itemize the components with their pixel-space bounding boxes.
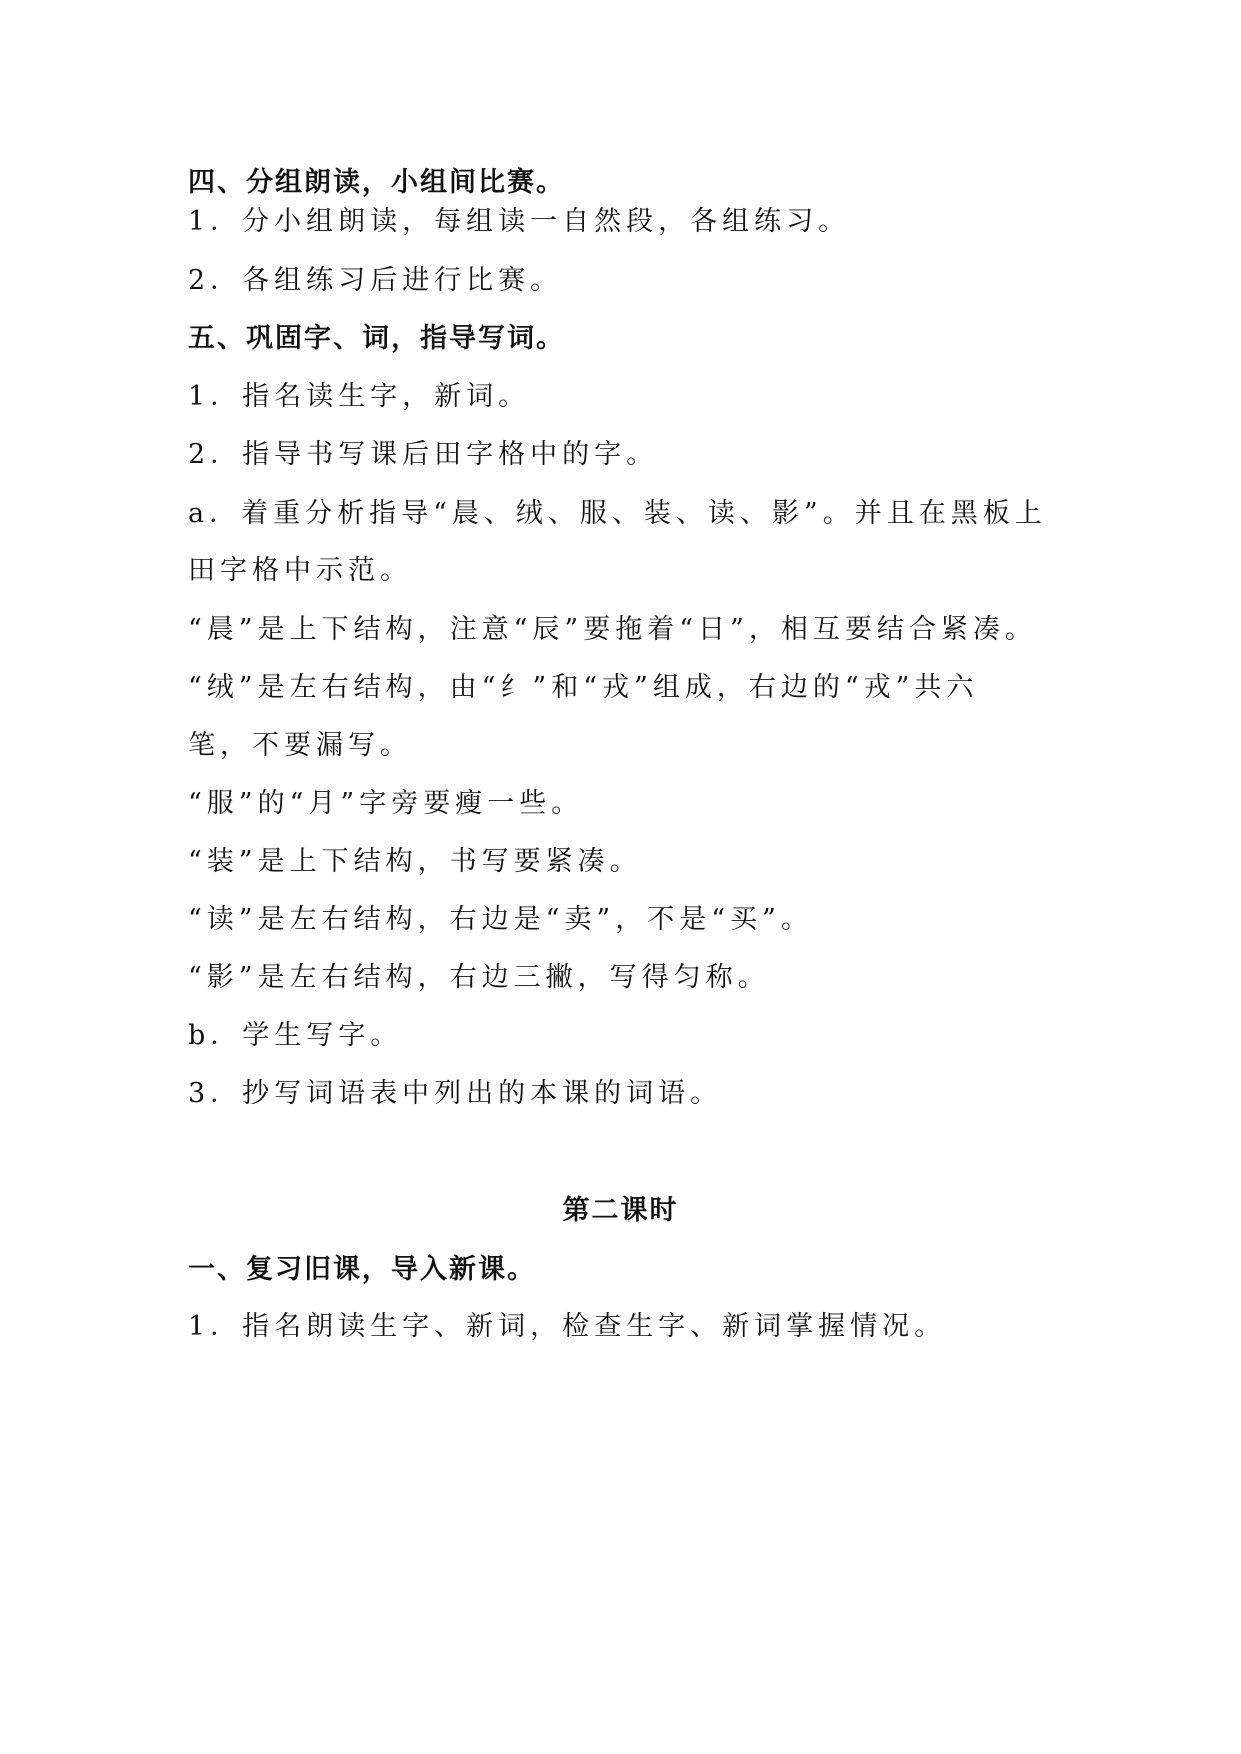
paragraph: 3．抄写词语表中列出的本课的词语。 bbox=[188, 1078, 723, 1109]
section-heading-4: 四、分组朗读，小组间比赛。 bbox=[188, 167, 565, 198]
paragraph: 1．指名朗读生字、新词，检查生字、新词掌握情况。 bbox=[188, 1311, 947, 1342]
paragraph: 1．指名读生字，新词。 bbox=[188, 381, 531, 412]
section-heading-5: 五、巩固字、词，指导写词。 bbox=[188, 323, 565, 354]
paragraph: “晨”是上下结构，注意“辰”要拖着“日”，相互要结合紧凑。 bbox=[188, 614, 1037, 645]
paragraph: 笔，不要漏写。 bbox=[188, 730, 412, 761]
paragraph: “影”是左右结构，右边三撇，写得匀称。 bbox=[188, 962, 770, 993]
paragraph: 2．指导书写课后田字格中的字。 bbox=[188, 439, 659, 470]
paragraph: a．着重分析指导“晨、绒、服、装、读、影”。并且在黑板上 bbox=[188, 498, 1047, 529]
paragraph: “读”是左右结构，右边是“卖”，不是“买”。 bbox=[188, 904, 813, 935]
lesson-title: 第二课时 bbox=[562, 1195, 679, 1226]
paragraph: “服”的“月”字旁要瘦一些。 bbox=[188, 788, 584, 819]
paragraph: “绒”是左右结构，由“纟”和“戎”组成，右边的“戎”共六 bbox=[188, 672, 979, 703]
paragraph: 2．各组练习后进行比赛。 bbox=[188, 265, 563, 296]
paragraph: 田字格中示范。 bbox=[188, 555, 412, 586]
paragraph: “装”是上下结构，书写要紧凑。 bbox=[188, 846, 642, 877]
paragraph: b．学生写字。 bbox=[188, 1020, 403, 1051]
section-heading-1: 一、复习旧课，导入新课。 bbox=[188, 1254, 536, 1285]
paragraph: 1．分小组朗读，每组读一自然段，各组练习。 bbox=[188, 206, 851, 237]
